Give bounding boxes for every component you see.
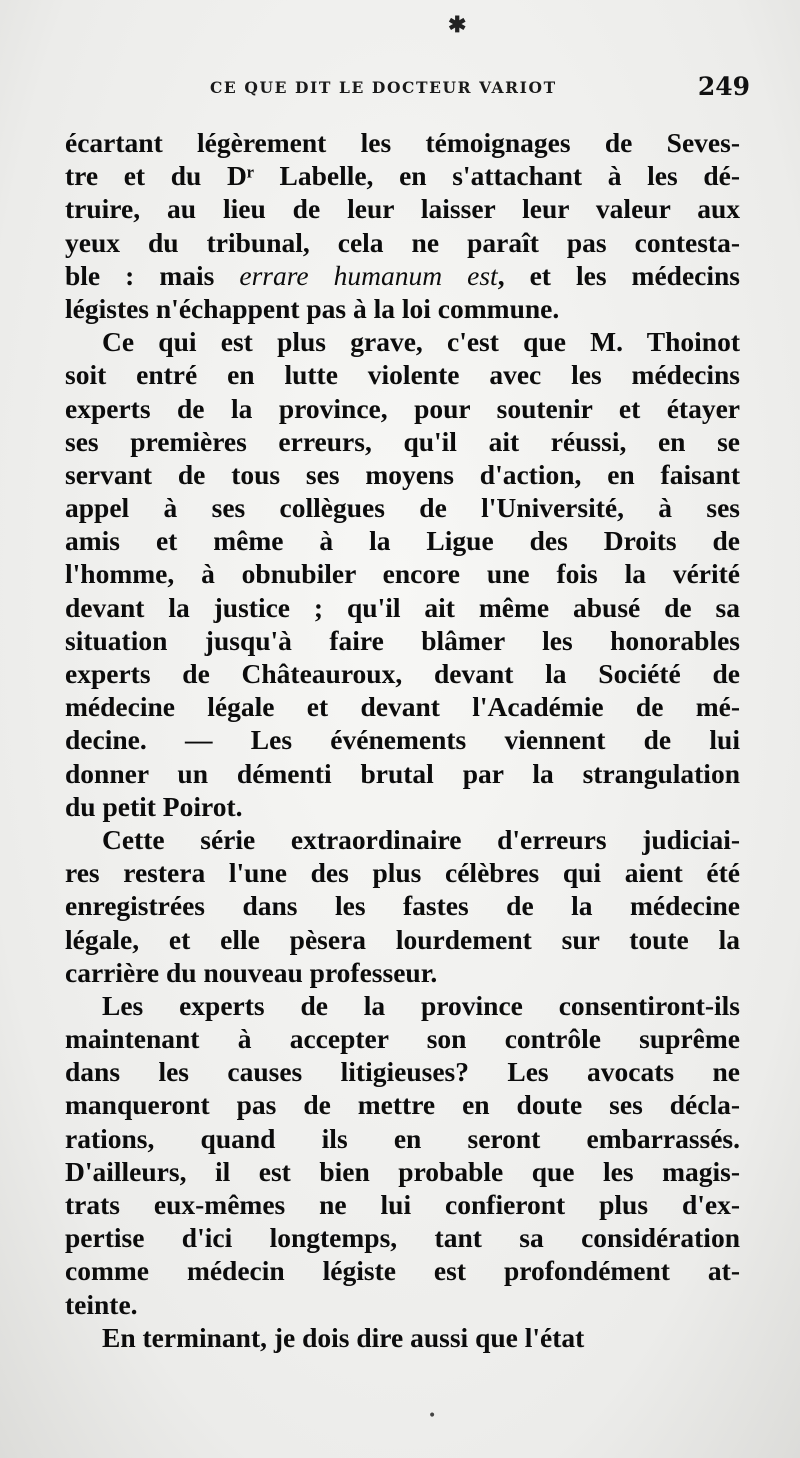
text-line: experts de Châteauroux, devant la Société de <box>65 658 740 689</box>
text-line: médecine légale et devant l'Académie de mé- <box>65 691 740 723</box>
text-line: ble : mais errare humanum est, et les médecins <box>65 259 740 291</box>
text-line: res restera l'une des plus célèbres qui aient été <box>65 857 740 889</box>
page-bottom-mark: • <box>428 1408 437 1424</box>
paragraph <box>65 325 740 823</box>
text-line: truire, au lieu de leur laisser leur valeur aux <box>65 193 740 225</box>
text-line: Les experts de la province consentiront-ils <box>102 989 740 1021</box>
text-line: carrière du nouveau professeur. <box>65 956 438 988</box>
text-line: appel à ses collègues de l'Université, à ses <box>65 492 740 524</box>
text-line: enregistrées dans les fastes de la médecine <box>65 890 740 922</box>
text-line: soit entré en lutte violente avec les médecins <box>65 359 740 391</box>
text-line: teinte. <box>65 1288 138 1320</box>
text-line: écartant légèrement les témoignages de Seves- <box>65 127 740 158</box>
text-line: manqueront pas de mettre en doute ses décla- <box>65 1089 740 1121</box>
paragraph <box>65 989 740 1321</box>
text-line: tre et du Dʳ Labelle, en s'attachant à les dé- <box>65 160 740 192</box>
text-line: Cette série extraordinaire d'erreurs judiciai- <box>102 823 740 855</box>
text-line: maintenant à accepter son contrôle suprême <box>65 1023 740 1055</box>
text-line: légale, et elle pèsera lourdement sur toute la <box>65 923 740 955</box>
page-number: 249 <box>697 72 750 101</box>
text-line: amis et même à la Ligue des Droits de <box>65 525 740 557</box>
text-line: pertise d'ici longtemps, tant sa considération <box>65 1222 740 1254</box>
page-top-mark: ✱ <box>448 12 467 38</box>
text-line: D'ailleurs, il est bien probable que les magis- <box>65 1155 740 1187</box>
text-line: du petit Poirot. <box>65 790 243 822</box>
text-line: dans les causes litigieuses? Les avocats ne <box>65 1056 740 1088</box>
text-line: situation jusqu'à faire blâmer les honorables <box>65 624 740 656</box>
page-header <box>60 72 750 108</box>
text-line: rations, quand ils en seront embarrassés. <box>65 1122 740 1154</box>
text-line: l'homme, à obnubiler encore une fois la vérité <box>65 558 740 590</box>
text-line: légistes n'échappent pas à la loi commune. <box>65 292 560 324</box>
text-line: comme médecin légiste est profondément at- <box>65 1255 740 1287</box>
text-line: Ce qui est plus grave, c'est que M. Thoinot <box>102 326 740 358</box>
paragraph <box>65 126 740 325</box>
text-line: donner un démenti brutal par la strangulation <box>65 757 740 789</box>
text-line: decine. — Les événements viennent de lui <box>65 724 740 756</box>
text-line: ses premières erreurs, qu'il ait réussi, en se <box>65 425 740 457</box>
text-line: trats eux-mêmes ne lui confieront plus d'ex- <box>65 1189 740 1220</box>
text-line: En terminant, je dois dire aussi que l'état <box>102 1321 585 1353</box>
text-line: devant la justice ; qu'il ait même abusé de sa <box>65 591 740 623</box>
running-head: CE QUE DIT LE DOCTEUR VARIOT <box>210 78 557 97</box>
paragraph <box>65 1321 740 1354</box>
text-line: experts de la province, pour soutenir et étayer <box>65 392 740 424</box>
text-line: yeux du tribunal, cela ne paraît pas contesta- <box>65 226 740 258</box>
body-text <box>65 126 740 1354</box>
text-line: servant de tous ses moyens d'action, en faisant <box>65 458 740 490</box>
paragraph <box>65 823 740 989</box>
